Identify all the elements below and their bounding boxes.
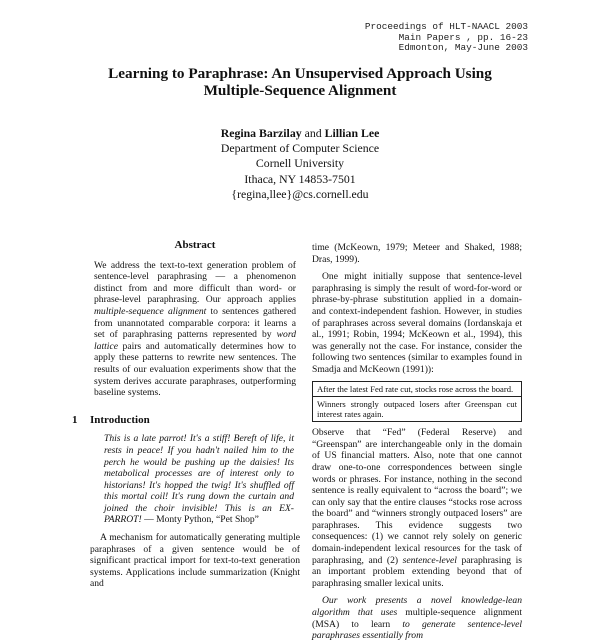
- author-1: Regina Barzilay: [220, 126, 302, 140]
- title-line-1: Learning to Paraphrase: An Unsupervised Approach Using: [108, 65, 492, 82]
- left-column: [72, 239, 300, 590]
- university: Cornell University: [255, 156, 345, 171]
- department: Department of Computer Science: [220, 141, 380, 156]
- right-column: [312, 242, 522, 642]
- intro-paragraph-1: A mechanism for automatically generating multiple paraphrases of a given sentence would be of significant practical import for text-to-text generation systems. Applications include summarization (Knight and: [90, 532, 300, 590]
- proceedings-line-2: Main Papers , pp. 16-23: [398, 31, 528, 43]
- paragraph-4: Our work presents a novel knowledge-lean algorithm that uses multiple-sequence alignment (MSA) to learn to generate sentence-level paraphrases essentially from: [312, 595, 523, 642]
- proceedings-line-3: Edmonton, May-June 2003: [398, 42, 528, 54]
- author-block: [60, 126, 540, 202]
- example-sentences: [312, 381, 522, 423]
- paragraph-2: One might initially suppose that sentence-level paraphrasing is simply the result of word-for-word or phrase-by-phrase substitution applied in a domain- and context-independent fashion. However, in studies of paraphrases across several domains (Iordanskaja et al., 1991; Robin, 1994; McKeown et al., 1994), this was generally not the case. For instance, consider the following two sentences (similar to examples found in Smadja and McKeown (1991)):: [312, 271, 522, 375]
- section-heading-introduction: [72, 415, 300, 427]
- address: Ithaca, NY 14853-7501: [244, 171, 356, 186]
- email: {regina,llee}@cs.cornell.edu: [231, 186, 369, 201]
- continued-text: time (McKeown, 1979; Meteer and Shaked, 1988; Dras, 1999).: [312, 242, 522, 265]
- author-2: Lillian Lee: [324, 126, 380, 140]
- abstract-text: We address the text-to-text generation problem of sentence-level paraphrasing — a phenomenon distinct from and more difficult than word- or phrase-level paraphrasing. Our approach applies multiple-sequence alignment to sentences gathered from unannotated comparable corpora: it learns a set of paraphrasing patterns represented by word lattice pairs and automatically determines how to apply these patterns to rewrite new sentences. The results of our evaluation experiments show that the system derives accurate paraphrases, outperforming baseline systems.: [94, 259, 296, 399]
- quote-attribution: — Monty Python, “Pet Shop”: [141, 514, 259, 526]
- proceedings-header: [308, 22, 528, 54]
- section-title: Introduction: [90, 413, 150, 426]
- author-conjunction: and: [304, 126, 322, 140]
- abstract-heading: Abstract: [174, 239, 216, 251]
- paragraph-3: Observe that “Fed” (Federal Reserve) and “Greenspan” are interchangeable only in the domain of US financial matters. Also, note that one cannot draw one-to-one correspondences between single words or phrases. For instance, nothing in the second sentence is really equivalent to “across the board”; we can only say that the entire clauses “stocks rose across the board” and “winners strongly outpaced losers” are paraphrases. This evidence suggests two consequences: (1) we cannot rely solely on generic domain-independent lexical resources for the task of paraphrasing, and (2) sentence-level paraphrasing is an important problem extending beyond that of paraphrasing smaller lexical units.: [312, 427, 522, 589]
- proceedings-line-1: Proceedings of HLT-NAACL 2003: [364, 21, 528, 32]
- section-number: 1: [72, 413, 78, 426]
- epigraph-quote: This is a late parrot! It's a stiff! Bereft of life, it rests in peace! If you hadn't nailed him to the perch he would be pushing up the daisies! Its metabolical processes are of interest only to historians! It's hopped the twig! It's shuffled off this mortal coil! It's rung down the curtain and joined the choir invisible! This is an EX-PARROT! — Monty Python, “Pet Shop”: [104, 433, 294, 526]
- example-sentence-1: After the latest Fed rate cut, stocks rose across the board.: [312, 381, 522, 397]
- example-sentence-2: Winners strongly outpaced losers after Greenspan cut interest rates again.: [312, 397, 522, 422]
- paper-title: [60, 65, 540, 99]
- title-line-2: Multiple-Sequence Alignment: [203, 82, 397, 99]
